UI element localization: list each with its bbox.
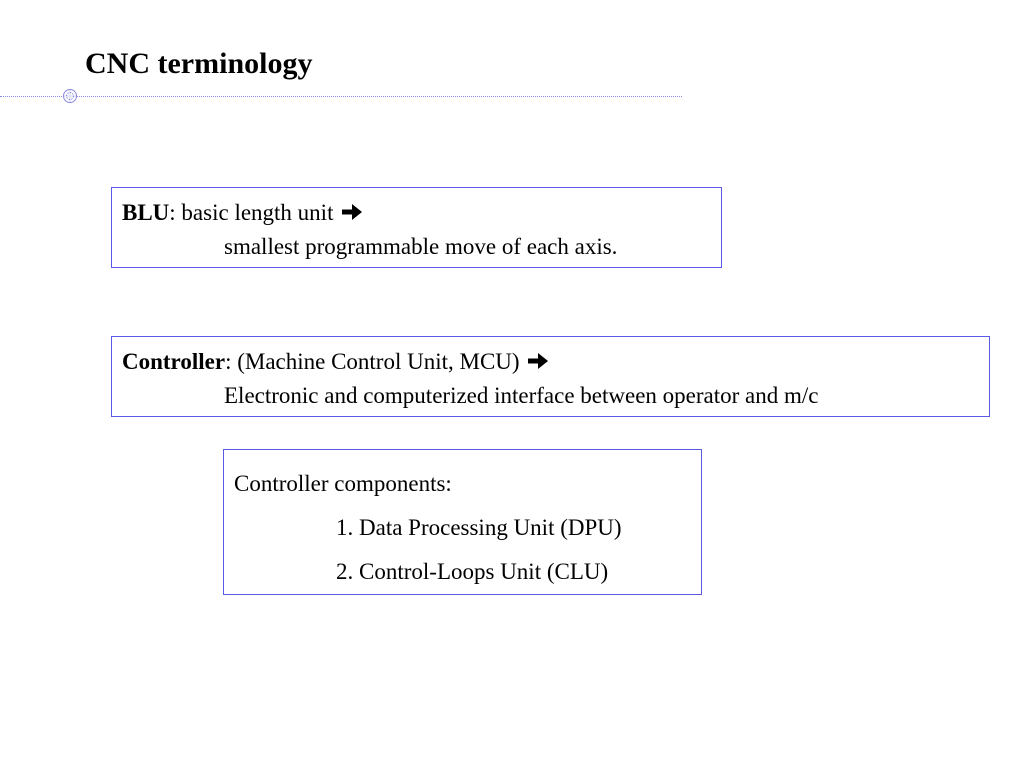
controller-detail: Electronic and computerized interface between operator and m/c: [224, 383, 819, 408]
blu-definition-box: [111, 187, 722, 268]
blu-term: BLU: [122, 200, 170, 225]
list-item: 2. Control-Loops Unit (CLU): [336, 559, 609, 584]
controller-components-box: [223, 449, 702, 595]
components-heading: Controller components:: [234, 471, 452, 496]
controller-definition-box: [111, 336, 990, 417]
blu-definition-line: [122, 196, 711, 230]
divider-ornament-icon: [62, 88, 78, 104]
blu-detail: smallest programmable move of each axis.: [224, 234, 618, 259]
controller-definition: : (Machine Control Unit, MCU): [225, 349, 526, 374]
title-divider: [0, 96, 682, 97]
right-arrow-icon: [527, 352, 549, 370]
slide-title: CNC terminology: [85, 47, 313, 80]
list-item: 1. Data Processing Unit (DPU): [336, 515, 622, 540]
controller-definition-line: [122, 345, 979, 379]
blu-definition: : basic length unit: [169, 200, 340, 225]
right-arrow-icon: [341, 203, 363, 221]
controller-term: Controller: [122, 349, 226, 374]
